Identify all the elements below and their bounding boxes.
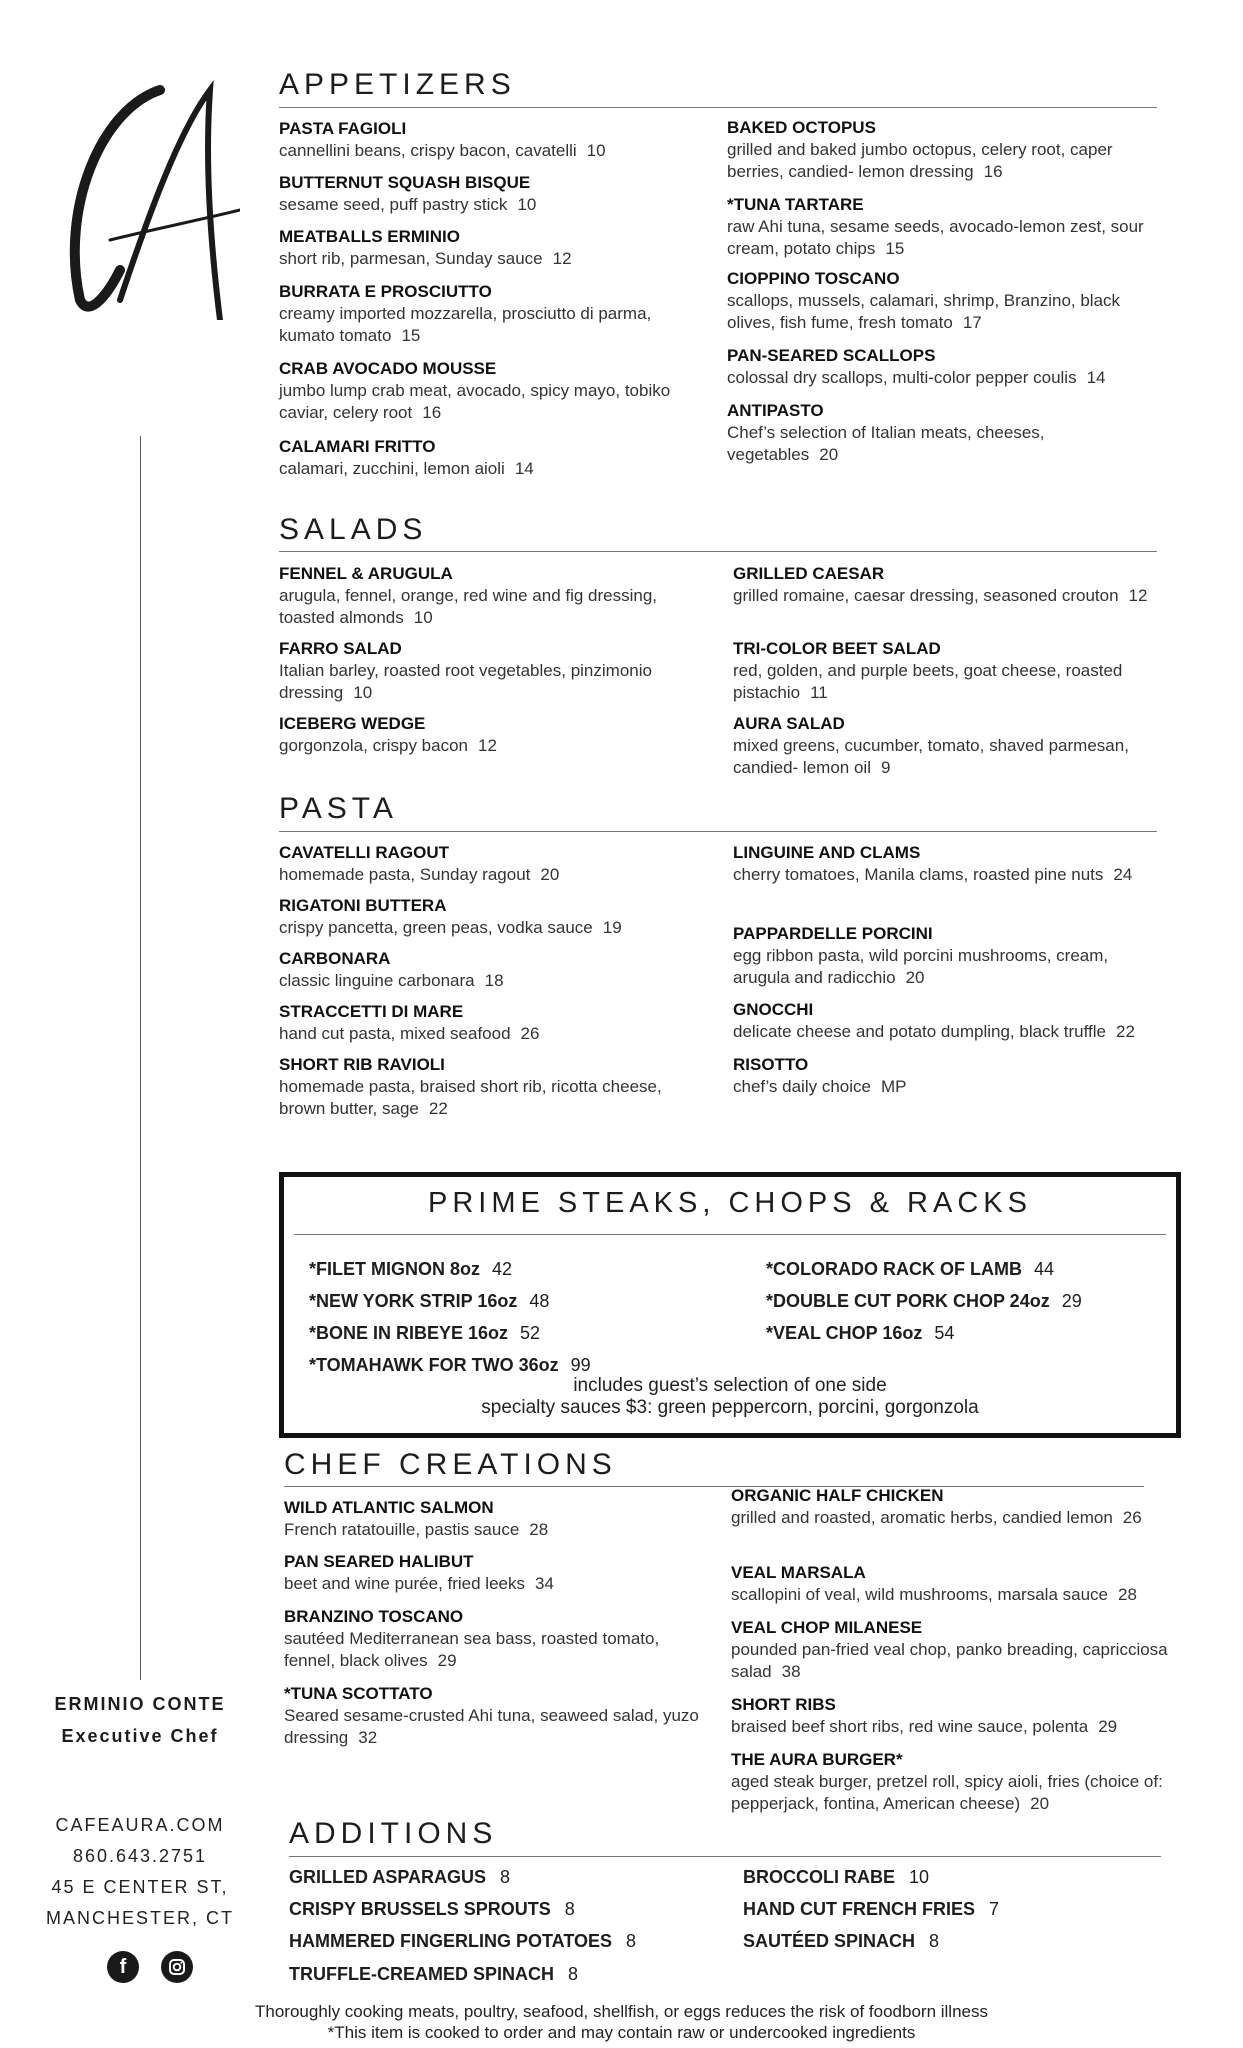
menu-item: [279, 563, 699, 629]
desc-text: homemade pasta, Sunday ragout: [279, 865, 531, 884]
item-name: THE AURA BURGER*: [731, 1750, 903, 1769]
additions-rule: [289, 1856, 1161, 1857]
item-desc: [284, 1628, 704, 1672]
item-name: *DOUBLE CUT PORK CHOP 24oz: [766, 1291, 1050, 1311]
menu-item: [279, 895, 699, 939]
logo-mark-icon: [40, 70, 240, 320]
item-name: CARBONARA: [279, 949, 391, 968]
item-price: 20: [819, 445, 839, 464]
menu-item: [733, 713, 1153, 779]
item-desc: [279, 917, 699, 939]
item-desc: [727, 422, 1152, 466]
menu-item: [727, 400, 1152, 466]
item-name: *BONE IN RIBEYE 16oz: [309, 1323, 509, 1343]
desc-text: calamari, zucchini, lemon aioli: [279, 459, 505, 478]
item-desc: [731, 1771, 1171, 1815]
menu-item: [279, 1001, 699, 1045]
desc-text: egg ribbon pasta, wild porcini mushrooms, cream, arugula and radicchio: [733, 946, 1109, 987]
item-desc: [279, 458, 699, 480]
item-price: 12: [552, 249, 572, 268]
chef-title: Executive Chef: [61, 1726, 219, 1746]
desc-text: cherry tomatoes, Manila clams, roasted pine nuts: [733, 865, 1104, 884]
desc-text: scallops, mussels, calamari, shrimp, Branzino, black olives, fish fume, fresh tomato: [727, 291, 1121, 332]
item-price: 10: [517, 195, 537, 214]
desc-text: sesame seed, puff pastry stick: [279, 195, 508, 214]
item-name: BROCCOLI RABE: [743, 1867, 895, 1887]
menu-item: [279, 118, 699, 162]
instagram-icon[interactable]: [161, 1951, 193, 1983]
item-price: 8: [929, 1931, 940, 1951]
item-name: RISOTTO: [733, 1055, 809, 1074]
item-name: MEATBALLS ERMINIO: [279, 227, 461, 246]
item-price: 19: [602, 918, 622, 937]
item-name: *TUNA TARTARE: [727, 195, 864, 214]
desc-text: Chef’s selection of Italian meats, cheeses, vegetables: [727, 423, 1045, 464]
menu-item: [279, 358, 699, 424]
item-name: BURRATA E PROSCIUTTO: [279, 282, 492, 301]
item-price: 38: [781, 1662, 801, 1681]
item-price: 8: [500, 1867, 511, 1887]
steak-item: [766, 1257, 1054, 1281]
desc-text: pounded pan-fried veal chop, panko breading, capricciosa salad: [731, 1640, 1168, 1681]
menu-item: [731, 1749, 1171, 1815]
menu-item: [727, 194, 1152, 260]
item-name: *FILET MIGNON 8oz: [309, 1259, 480, 1279]
side-item: [289, 1897, 575, 1921]
item-desc: [727, 139, 1152, 183]
item-desc: [279, 303, 699, 347]
item-name: *COLORADO RACK OF LAMB: [766, 1259, 1022, 1279]
desc-text: Seared sesame-crusted Ahi tuna, seaweed salad, yuzo dressing: [284, 1706, 699, 1747]
menu-item: [733, 638, 1153, 704]
item-price: 10: [353, 683, 373, 702]
menu-item: [733, 563, 1153, 607]
desc-text: short rib, parmesan, Sunday sauce: [279, 249, 543, 268]
item-desc: [284, 1705, 704, 1749]
item-name: FENNEL & ARUGULA: [279, 564, 453, 583]
item-desc: [279, 1023, 699, 1045]
item-desc: [733, 1021, 1173, 1043]
desc-text: jumbo lump crab meat, avocado, spicy mayo, tobiko caviar, celery root: [279, 381, 671, 422]
website-link[interactable]: CAFEAURA.COM: [55, 1815, 225, 1835]
side-item: [743, 1865, 929, 1889]
item-price: 15: [885, 239, 905, 258]
food-safety-notice: Thoroughly cooking meats, poultry, seafood, shellfish, or eggs reduces the risk of foodborn illness: [255, 2002, 988, 2021]
item-name: SAUTÉED SPINACH: [743, 1931, 916, 1951]
menu-item: [733, 1054, 1163, 1098]
pasta-rule: [279, 831, 1157, 832]
logo: [40, 70, 240, 320]
item-name: TRUFFLE-CREAMED SPINACH: [289, 1964, 554, 1984]
desc-text: hand cut pasta, mixed seafood: [279, 1024, 511, 1043]
desc-text: Italian barley, roasted root vegetables, pinzimonio dressing: [279, 661, 652, 702]
menu-item: [279, 638, 699, 704]
menu-item: [733, 999, 1173, 1043]
item-price: 29: [1098, 1717, 1118, 1736]
item-desc: [731, 1716, 1171, 1738]
desc-text: homemade pasta, braised short rib, ricotta cheese, brown butter, sage: [279, 1077, 662, 1118]
item-price: 28: [529, 1520, 549, 1539]
item-price: 29: [437, 1651, 457, 1670]
steaks-rule: [294, 1234, 1166, 1235]
item-name: ORGANIC HALF CHICKEN: [731, 1486, 944, 1505]
item-desc: [733, 735, 1153, 779]
menu-item: [279, 1054, 699, 1120]
salads-title: SALADS: [279, 513, 428, 546]
side-item: [289, 1962, 578, 1986]
desc-text: arugula, fennel, orange, red wine and fig dressing, toasted almonds: [279, 586, 658, 627]
steaks-title: PRIME STEAKS, CHOPS & RACKS: [428, 1187, 1032, 1219]
desc-text: gorgonzola, crispy bacon: [279, 736, 469, 755]
item-desc: [279, 864, 699, 886]
raw-ingredients-notice: *This item is cooked to order and may contain raw or undercooked ingredients: [327, 2023, 916, 2042]
desc-text: cannellini beans, crispy bacon, cavatelli: [279, 141, 577, 160]
item-name: *TUNA SCOTTATO: [284, 1684, 433, 1703]
menu-item: [731, 1694, 1171, 1738]
menu-item: [731, 1485, 1171, 1529]
steaks-box: [279, 1172, 1181, 1438]
item-name: PAN-SEARED SCALLOPS: [727, 346, 936, 365]
instagram-glyph-icon: [161, 1951, 193, 1983]
item-price: 26: [1122, 1508, 1142, 1527]
desc-text: crispy pancetta, green peas, vodka sauce: [279, 918, 593, 937]
item-name: FARRO SALAD: [279, 639, 402, 658]
pasta-title: PASTA: [279, 792, 398, 825]
item-desc: [727, 216, 1152, 260]
item-name: CALAMARI FRITTO: [279, 437, 436, 456]
phone-number[interactable]: 860.643.2751: [72, 1846, 208, 1866]
item-desc: [279, 1076, 699, 1120]
item-desc: [731, 1584, 1171, 1606]
item-name: BAKED OCTOPUS: [727, 118, 876, 137]
item-price: 8: [626, 1931, 637, 1951]
menu-item: [284, 1606, 704, 1672]
item-price: 48: [529, 1291, 550, 1311]
item-name: GNOCCHI: [733, 1000, 814, 1019]
item-name: WILD ATLANTIC SALMON: [284, 1498, 494, 1517]
item-price: 12: [478, 736, 497, 755]
desc-text: grilled romaine, caesar dressing, seasoned crouton: [733, 586, 1119, 605]
item-desc: [279, 194, 699, 216]
menu-item: [279, 436, 699, 480]
steak-item: [766, 1289, 1082, 1313]
desc-text: red, golden, and purple beets, goat cheese, roasted pistachio: [733, 661, 1123, 702]
item-price: 10: [586, 141, 606, 160]
menu-item: [284, 1497, 704, 1541]
menu-item: [279, 948, 699, 992]
steak-item: [766, 1321, 954, 1345]
additions-title: ADDITIONS: [289, 1817, 498, 1850]
item-desc: [727, 367, 1152, 389]
item-price: 44: [1033, 1259, 1055, 1279]
chef-creations-title: CHEF CREATIONS: [284, 1448, 617, 1481]
steaks-sauce-note: specialty sauces $3: green peppercorn, porcini, gorgonzola: [481, 1397, 979, 1418]
menu-item: [727, 345, 1152, 389]
item-name: BRANZINO TOSCANO: [284, 1607, 464, 1626]
item-name: RIGATONI BUTTERA: [279, 896, 447, 915]
item-name: CIOPPINO TOSCANO: [727, 269, 900, 288]
item-price: 9: [880, 758, 891, 777]
item-desc: [733, 585, 1153, 607]
item-desc: [733, 660, 1153, 704]
item-name: SHORT RIB RAVIOLI: [279, 1055, 445, 1074]
side-item: [289, 1929, 636, 1953]
side-divider: [140, 436, 141, 1680]
menu-item: [279, 281, 699, 347]
item-price: 26: [520, 1024, 540, 1043]
item-desc: [279, 660, 699, 704]
item-price: 32: [358, 1728, 378, 1747]
item-name: AURA SALAD: [733, 714, 845, 733]
menu-item: [279, 842, 699, 886]
item-name: PAN SEARED HALIBUT: [284, 1552, 474, 1571]
item-price: 52: [520, 1323, 541, 1343]
item-price: 29: [1061, 1291, 1082, 1311]
menu-item: [279, 172, 699, 216]
item-name: *VEAL CHOP 16oz: [766, 1323, 923, 1343]
side-item: [289, 1865, 510, 1889]
item-desc: [284, 1573, 704, 1595]
item-name: SHORT RIBS: [731, 1695, 836, 1714]
item-desc: [731, 1507, 1171, 1529]
item-price: 14: [1086, 368, 1106, 387]
item-name: GRILLED ASPARAGUS: [289, 1867, 487, 1887]
item-name: CAVATELLI RAGOUT: [279, 843, 449, 862]
item-name: BUTTERNUT SQUASH BISQUE: [279, 173, 531, 192]
item-price: MP: [880, 1077, 907, 1096]
item-price: 10: [413, 608, 433, 627]
item-price: 12: [1128, 586, 1148, 605]
desc-text: creamy imported mozzarella, prosciutto di parma, kumato tomato: [279, 304, 652, 345]
desc-text: French ratatouille, pastis sauce: [284, 1520, 520, 1539]
salads-rule: [279, 551, 1157, 552]
item-name: ANTIPASTO: [727, 401, 824, 420]
chef-name: ERMINIO CONTE: [54, 1694, 226, 1714]
item-desc: [727, 290, 1152, 334]
item-price: 17: [962, 313, 982, 332]
facebook-icon[interactable]: f: [107, 1951, 139, 1983]
item-desc: [733, 864, 1163, 886]
item-price: 14: [514, 459, 534, 478]
item-price: 15: [401, 326, 421, 345]
item-desc: [279, 970, 699, 992]
item-price: 10: [909, 1867, 930, 1887]
steak-item: [309, 1289, 549, 1313]
item-name: HAMMERED FINGERLING POTATOES: [289, 1931, 613, 1951]
item-desc: [731, 1639, 1171, 1683]
item-desc: [279, 735, 699, 757]
item-name: GRILLED CAESAR: [733, 564, 885, 583]
desc-text: mixed greens, cucumber, tomato, shaved parmesan, candied- lemon oil: [733, 736, 1129, 777]
item-price: 8: [568, 1964, 579, 1984]
item-name: LINGUINE AND CLAMS: [733, 843, 921, 862]
item-price: 20: [905, 968, 925, 987]
contact-block: [30, 1810, 250, 1934]
item-name: TRI-COLOR BEET SALAD: [733, 639, 941, 658]
menu-item: [279, 226, 699, 270]
item-name: *TOMAHAWK FOR TWO 36oz: [309, 1355, 559, 1375]
desc-text: aged steak burger, pretzel roll, spicy aioli, fries (choice of: pepperjack, fontina, American cheese): [731, 1772, 1163, 1813]
item-name: STRACCETTI DI MARE: [279, 1002, 464, 1021]
item-price: 34: [535, 1574, 554, 1593]
item-name: PAPPARDELLE PORCINI: [733, 924, 933, 943]
desc-text: sautéed Mediterranean sea bass, roasted tomato, fennel, black olives: [284, 1629, 660, 1670]
desc-text: scallopini of veal, wild mushrooms, marsala sauce: [731, 1585, 1108, 1604]
city-address: MANCHESTER, CT: [45, 1908, 234, 1928]
item-price: 7: [989, 1899, 1000, 1919]
item-price: 8: [564, 1899, 575, 1919]
menu-item: [733, 923, 1163, 989]
item-name: VEAL MARSALA: [731, 1563, 866, 1582]
steak-item: [309, 1321, 540, 1345]
item-name: CRAB AVOCADO MOUSSE: [279, 359, 497, 378]
item-desc: [733, 945, 1163, 989]
desc-text: classic linguine carbonara: [279, 971, 475, 990]
side-item: [743, 1929, 939, 1953]
item-name: VEAL CHOP MILANESE: [731, 1618, 923, 1637]
appetizers-title: APPETIZERS: [279, 68, 516, 101]
desc-text: raw Ahi tuna, sesame seeds, avocado-lemon zest, sour cream, potato chips: [727, 217, 1144, 258]
item-price: 22: [428, 1099, 448, 1118]
item-desc: [284, 1519, 704, 1541]
menu-item: [727, 268, 1152, 334]
item-desc: [733, 1076, 1163, 1098]
item-price: 18: [484, 971, 504, 990]
item-name: *NEW YORK STRIP 16oz: [309, 1291, 518, 1311]
appetizers-rule: [279, 107, 1157, 108]
item-price: 11: [810, 683, 828, 702]
menu-item: [733, 842, 1163, 886]
menu-item: [279, 713, 699, 757]
desc-text: chef’s daily choice: [733, 1077, 871, 1096]
desc-text: beet and wine purée, fried leeks: [284, 1574, 525, 1593]
desc-text: braised beef short ribs, red wine sauce, polenta: [731, 1717, 1089, 1736]
menu-item: [284, 1551, 704, 1595]
menu-item: [284, 1683, 704, 1749]
item-name: PASTA FAGIOLI: [279, 119, 407, 138]
desc-text: grilled and baked jumbo octopus, celery root, caper berries, candied- lemon dressing: [727, 140, 1113, 181]
side-item: [743, 1897, 999, 1921]
menu-item: [731, 1562, 1171, 1606]
item-price: 24: [1113, 865, 1133, 884]
menu-item: [727, 117, 1152, 183]
steaks-side-note: includes guest’s selection of one side: [573, 1375, 887, 1396]
item-price: 20: [540, 865, 560, 884]
desc-text: delicate cheese and potato dumpling, black truffle: [733, 1022, 1106, 1041]
item-desc: [279, 248, 699, 270]
steak-item: [309, 1257, 512, 1281]
item-price: 28: [1118, 1585, 1137, 1604]
item-price: 54: [934, 1323, 955, 1343]
item-price: 20: [1030, 1794, 1050, 1813]
item-name: HAND CUT FRENCH FRIES: [743, 1899, 975, 1919]
desc-text: colossal dry scallops, multi-color pepper coulis: [727, 368, 1077, 387]
item-price: 16: [983, 162, 1003, 181]
street-address: 45 E CENTER ST,: [51, 1877, 229, 1897]
menu-item: [731, 1617, 1171, 1683]
item-price: 16: [422, 403, 442, 422]
item-desc: [279, 585, 699, 629]
item-desc: [279, 380, 699, 424]
item-price: 22: [1116, 1022, 1135, 1041]
desc-text: grilled and roasted, aromatic herbs, candied lemon: [731, 1508, 1113, 1527]
item-name: CRISPY BRUSSELS SPROUTS: [289, 1899, 551, 1919]
steak-item: [309, 1353, 591, 1377]
item-price: 99: [570, 1355, 591, 1375]
item-desc: [279, 140, 699, 162]
item-price: 42: [492, 1259, 513, 1279]
item-name: ICEBERG WEDGE: [279, 714, 426, 733]
